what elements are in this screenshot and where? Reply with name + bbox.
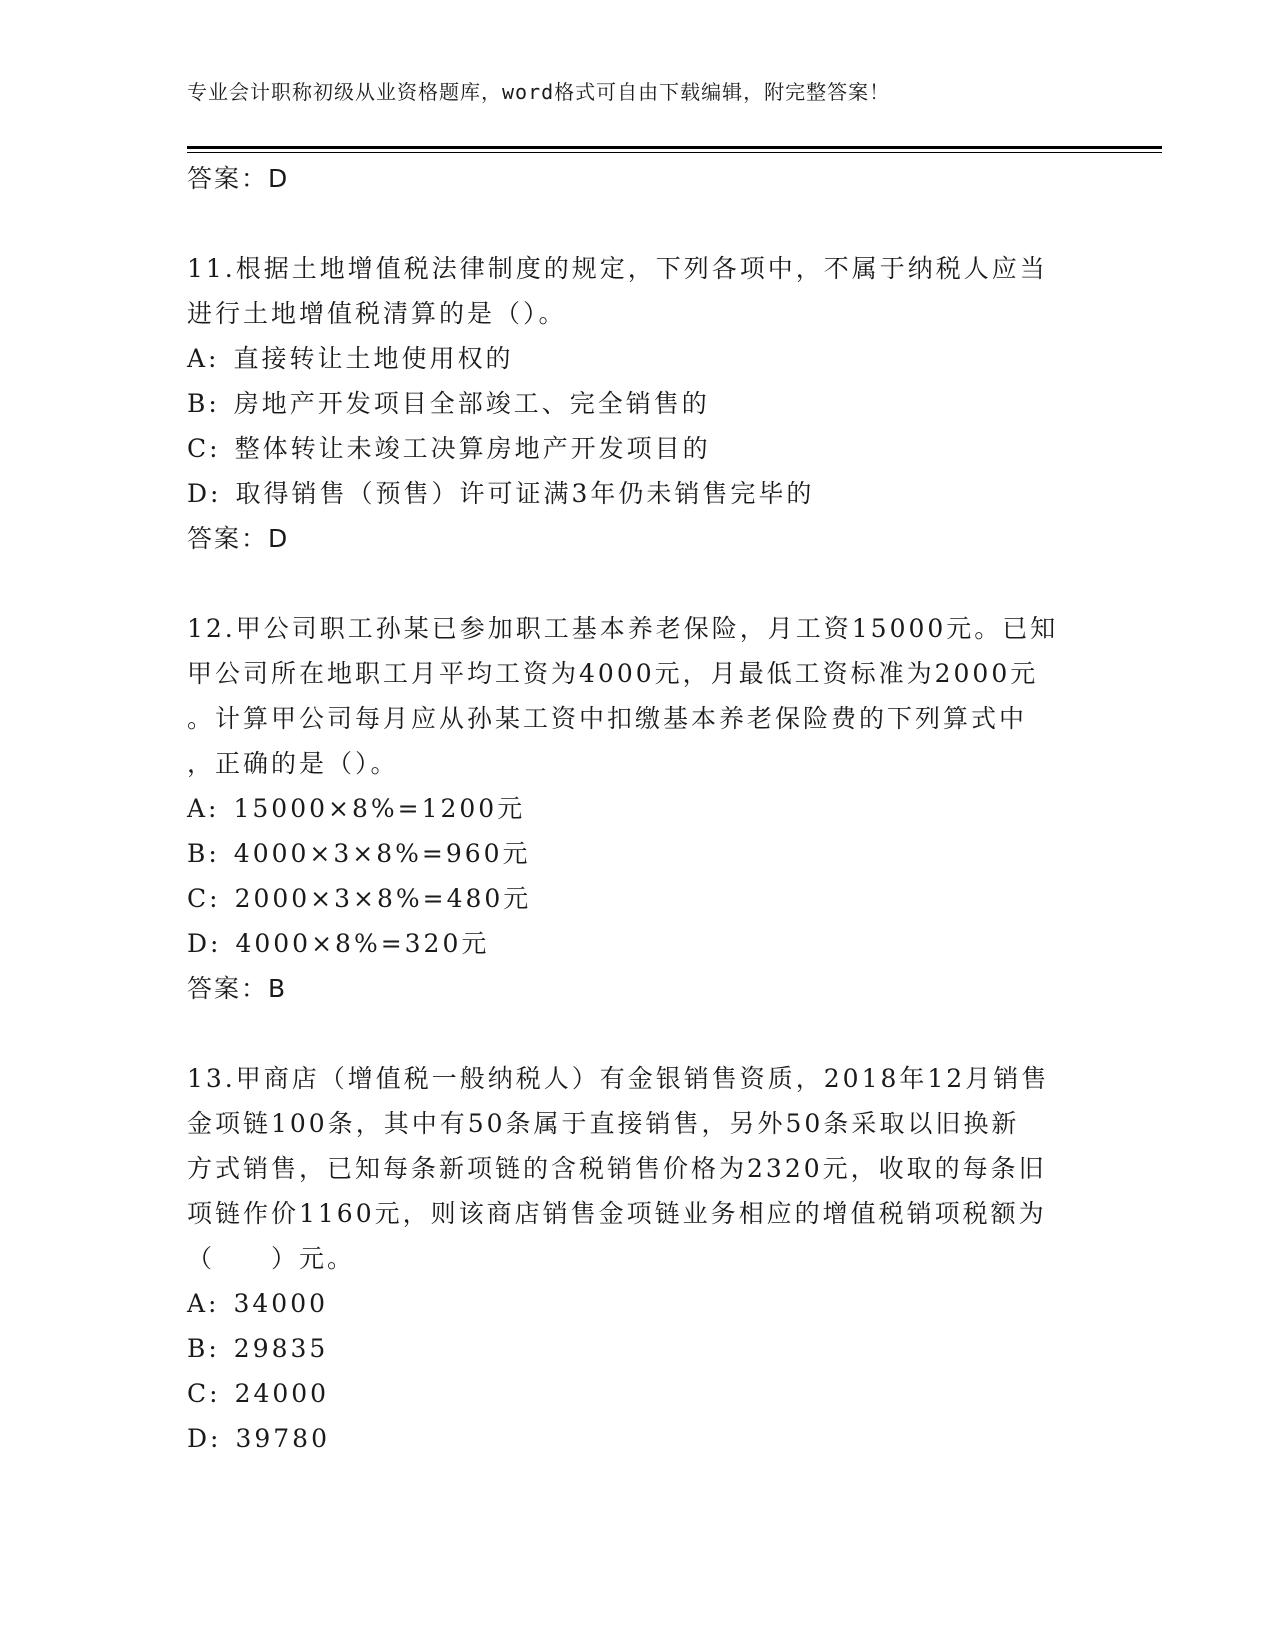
option-text: 4000×3×8%=960元 [233, 839, 531, 868]
option-text: 15000×8%=1200元 [233, 794, 526, 823]
question-block [187, 246, 1087, 561]
question-line: 甲公司所在地职工月平均工资为4000元，月最低工资标准为2000元 [187, 659, 1039, 688]
option-c [187, 876, 1087, 921]
option-a [187, 336, 1087, 381]
question-block [187, 606, 1087, 1011]
option-key: A: [187, 344, 220, 373]
spacer [187, 1011, 1087, 1056]
option-key: A: [187, 794, 220, 823]
page-header: 专业会计职称初级从业资格题库，word格式可自由下载编辑，附完整答案！ [187, 80, 891, 104]
option-b [187, 381, 1087, 426]
header-rule-thin [187, 152, 1162, 153]
question-line: 方式销售，已知每条新项链的含税销售价格为2320元，收取的每条旧 [187, 1154, 1047, 1183]
option-d [187, 471, 1087, 516]
question-line: （ ）元。 [187, 1244, 356, 1273]
option-text: 29835 [233, 1334, 329, 1363]
option-key: B: [187, 389, 220, 418]
option-key: D: [187, 1424, 222, 1453]
option-key: C: [187, 1379, 221, 1408]
option-a [187, 1281, 1087, 1326]
option-text: 34000 [233, 1289, 329, 1318]
option-key: B: [187, 1334, 220, 1363]
option-key: C: [187, 434, 221, 463]
option-key: A: [187, 1289, 220, 1318]
question-line: 11.根据土地增值税法律制度的规定，下列各项中，不属于纳税人应当 [187, 254, 1048, 283]
answer-line: 答案：D [187, 164, 290, 193]
header-rule [187, 146, 1162, 149]
document-content [187, 156, 1087, 1461]
question-line: ，正确的是（）。 [187, 749, 399, 778]
option-key: B: [187, 839, 220, 868]
spacer [187, 201, 1087, 246]
option-key: D: [187, 929, 222, 958]
question-line: 进行土地增值税清算的是（）。 [187, 299, 567, 328]
option-text: 4000×8%=320元 [235, 929, 490, 958]
answer-line: 答案：D [187, 524, 290, 553]
option-d [187, 921, 1087, 966]
option-text: 取得销售（预售）许可证满3年仍未销售完毕的 [235, 479, 815, 508]
option-key: C: [187, 884, 221, 913]
option-key: D: [187, 479, 222, 508]
question-line: 项链作价1160元，则该商店销售金项链业务相应的增值税销项税额为 [187, 1199, 1047, 1228]
spacer [187, 561, 1087, 606]
question-block [187, 1056, 1087, 1461]
option-text: 直接转让土地使用权的 [233, 344, 514, 373]
option-text: 39780 [235, 1424, 330, 1453]
option-text: 2000×3×8%=480元 [234, 884, 532, 913]
option-b [187, 831, 1087, 876]
question-line: 。计算甲公司每月应从孙某工资中扣缴基本养老保险费的下列算式中 [187, 704, 1028, 733]
option-a [187, 786, 1087, 831]
question-line: 金项链100条，其中有50条属于直接销售，另外50条采取以旧换新 [187, 1109, 1020, 1138]
option-text: 整体转让未竣工决算房地产开发项目的 [234, 434, 711, 463]
option-text: 24000 [234, 1379, 330, 1408]
option-d [187, 1416, 1087, 1461]
question-line: 12.甲公司职工孙某已参加职工基本养老保险，月工资15000元。已知 [187, 614, 1059, 643]
option-c [187, 1371, 1087, 1416]
option-text: 房地产开发项目全部竣工、完全销售的 [233, 389, 710, 418]
answer-line: 答案：B [187, 974, 288, 1003]
option-c [187, 426, 1087, 471]
option-b [187, 1326, 1087, 1371]
question-line: 13.甲商店（增值税一般纳税人）有金银销售资质，2018年12月销售 [187, 1064, 1050, 1093]
